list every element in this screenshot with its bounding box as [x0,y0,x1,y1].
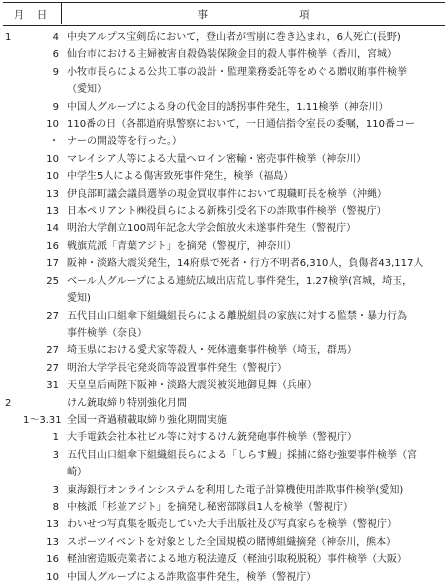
row-month [3,379,23,392]
table-row [3,449,445,462]
row-text: 中央アルプス宝剣岳において，登山者が雪崩に巻き込まれ，6人死亡(長野) [67,32,401,43]
row-month [3,205,23,218]
row-month [3,153,23,166]
row-month [3,101,23,114]
row-text: 阪神・淡路大震災発生，14府県で死者・行方不明者6,310人，負傷者43,117人 [67,258,424,270]
table-row [3,83,445,96]
row-month [3,188,23,201]
row-month: 1 [5,32,12,43]
row-text: 中国人グループによる詐欺盗事件発生，検挙（警視庁） [67,571,317,583]
row-month [3,118,23,131]
row-day: 14 [46,223,59,235]
row-month: 2 [5,397,12,409]
row-text: 中学生5人による傷害致死事件発生，検挙（福島） [67,171,294,183]
row-day: 13 [46,206,59,218]
row-text: 明治大学学長宅発炎筒等設置事件発生（警視庁） [67,362,287,374]
row-day: 9 [52,66,59,78]
row-text: スポーツイベントを対象とした全国規模の賭博組織摘発（神奈川，熊本） [67,536,397,548]
header-month-day: 月 日 [13,8,49,21]
table-row [3,48,445,61]
row-text: 軽油密造販売業者による地方税法違反（軽油引取税脱税）事件検挙（大阪） [67,554,407,566]
table-row [3,397,445,410]
row-text: 戦旗荒派「青葉アジト」を摘発（警視庁，神奈川） [67,240,297,252]
row-month [3,240,23,253]
row-month [3,553,23,566]
row-day: 27 [46,345,59,357]
row-month [3,170,23,183]
row-day: 13 [46,536,59,548]
row-day [23,83,67,96]
table-row [3,205,445,218]
row-month [3,327,23,340]
row-day [23,466,67,479]
table-header [3,2,445,26]
table-row [3,501,445,514]
row-month [3,222,23,235]
row-month [3,135,23,148]
row-day: 13 [46,188,59,200]
table-row [3,327,445,340]
table-row [3,292,445,305]
row-text: 中国人グループによる身の代金目的誘拐事件発生，1.11検挙（神奈川） [67,101,389,113]
row-month [3,431,23,444]
table-row [3,484,445,497]
row-month [3,344,23,357]
row-day: 10 [46,171,59,183]
row-day: 9 [52,101,59,113]
row-text: 愛知) [67,293,91,305]
row-month [3,571,23,584]
row-day: 3 [52,449,59,461]
row-day: 1～3.31 [23,414,62,426]
row-day: 16 [46,554,59,566]
row-text: 埼玉県における愛犬家等殺人・死体遺棄事件検挙（埼玉，群馬） [67,345,357,357]
table-row [3,170,445,183]
row-text: ベール人グループによる連続広域出店荒し事件発生，1.27検挙(宮城，埼玉， [67,275,413,287]
table-row [3,379,445,392]
table-row [3,344,445,357]
row-day: 8 [52,501,59,513]
table-row [3,275,445,288]
row-day: 13 [46,519,59,531]
table-row [3,118,445,131]
row-day: 17 [46,258,59,270]
table-row [3,66,445,79]
row-text: 仙台市における主婦被害自殺偽装保険金目的殺人事件検挙（香川，宮城） [67,49,397,61]
row-month [3,362,23,375]
row-text: 五代目山口組傘下組織組長らによる離脱組員の家族に対する監禁・暴力行為 [67,310,407,322]
row-month [3,449,23,462]
table-row [3,362,445,375]
row-text: 小牧市長らによる公共工事の設計・監理業務委託等をめぐる贈収賄事件検挙 [67,66,407,78]
row-text: 全国一斉過積載取締り強化期間実施 [67,414,227,426]
row-day: 16 [46,240,59,252]
row-day: 1 [52,432,59,444]
table-row [3,310,445,323]
row-text: けん銃取締り特別強化月間 [67,397,187,409]
row-day: 10 [46,153,59,165]
table-row [3,431,445,444]
row-day: 3 [52,484,59,496]
row-month [3,83,23,96]
row-month [3,257,23,270]
row-day: 27 [46,310,59,322]
row-day [23,327,67,340]
row-text: 中核派「杉並アジト」を摘発し秘密部隊員1人を検挙（警視庁） [67,501,353,513]
table-row [3,571,445,584]
row-text: マレイシア人等による大量ヘロイン密輸・密売事件検挙（神奈川） [67,153,367,165]
row-day: 25 [46,275,59,287]
row-day: 10 [46,119,59,131]
row-month [3,466,23,479]
table-row [3,536,445,549]
row-text: （愛知） [67,84,107,96]
row-day: 4 [52,32,59,43]
table-row [3,466,445,479]
row-month [3,292,23,305]
row-text: 天皇皇后両陛下阪神・淡路大震災被災地御見舞（兵庫） [67,380,317,392]
row-month [3,66,23,79]
row-month [3,48,23,61]
row-month [3,484,23,497]
table-row [3,222,445,235]
table-row [3,135,445,148]
row-text: 東海銀行オンラインシステムを利用した電子計算機使用詐欺事件検挙(愛知) [67,484,404,496]
row-month [3,310,23,323]
table-row [3,257,445,270]
row-month [3,414,23,427]
table-row [3,153,445,166]
header-divider [61,2,62,24]
table-row [3,101,445,114]
row-text: 110番の日（各都道府県警察において，一日通信指令室長の委嘱，110番コー [67,119,415,131]
table-row [3,188,445,201]
table-row [3,414,445,427]
row-text: 伊良部町議会議員選挙の現金買収事件において現職町長を検挙（沖縄） [67,188,387,200]
table-row [3,518,445,531]
row-day: 27 [46,362,59,374]
row-text: 大手電鉄会社本社ビル等に対するけん銃発砲事件検挙（警視庁） [67,432,357,444]
row-day [23,292,67,305]
row-text: ナーの開設等を行った。） [67,136,182,148]
table-row [3,553,445,566]
row-day: 10 [46,571,59,583]
row-text: 明治大学創立100周年記念大学会館放火未遂事件発生（警視庁） [67,223,357,235]
table-body [3,26,445,584]
row-text: わいせつ写真集を販売していた大手出版社及び写真家らを検挙（警視庁） [67,519,397,531]
row-text: 五代目山口組傘下組織組長らによる「しらす鰻」採捕に絡む強要事件検挙（宮 [67,449,417,461]
table-row [3,240,445,253]
row-day [23,397,67,410]
row-text: 日本ペリアント㈱役員らによる新株引受名下の詐欺事件検挙（警視庁） [67,206,387,218]
row-month [3,501,23,514]
row-month [3,275,23,288]
header-item: 項 [299,8,311,21]
table-row [3,31,445,44]
header-event: 事 [197,8,209,21]
row-day: ・ [49,136,59,148]
row-text: 事件検挙（奈良） [67,327,147,339]
row-text: 崎） [67,467,87,479]
row-month [3,518,23,531]
row-month [3,536,23,549]
row-day: 6 [52,49,59,61]
row-day: 31 [46,380,59,392]
